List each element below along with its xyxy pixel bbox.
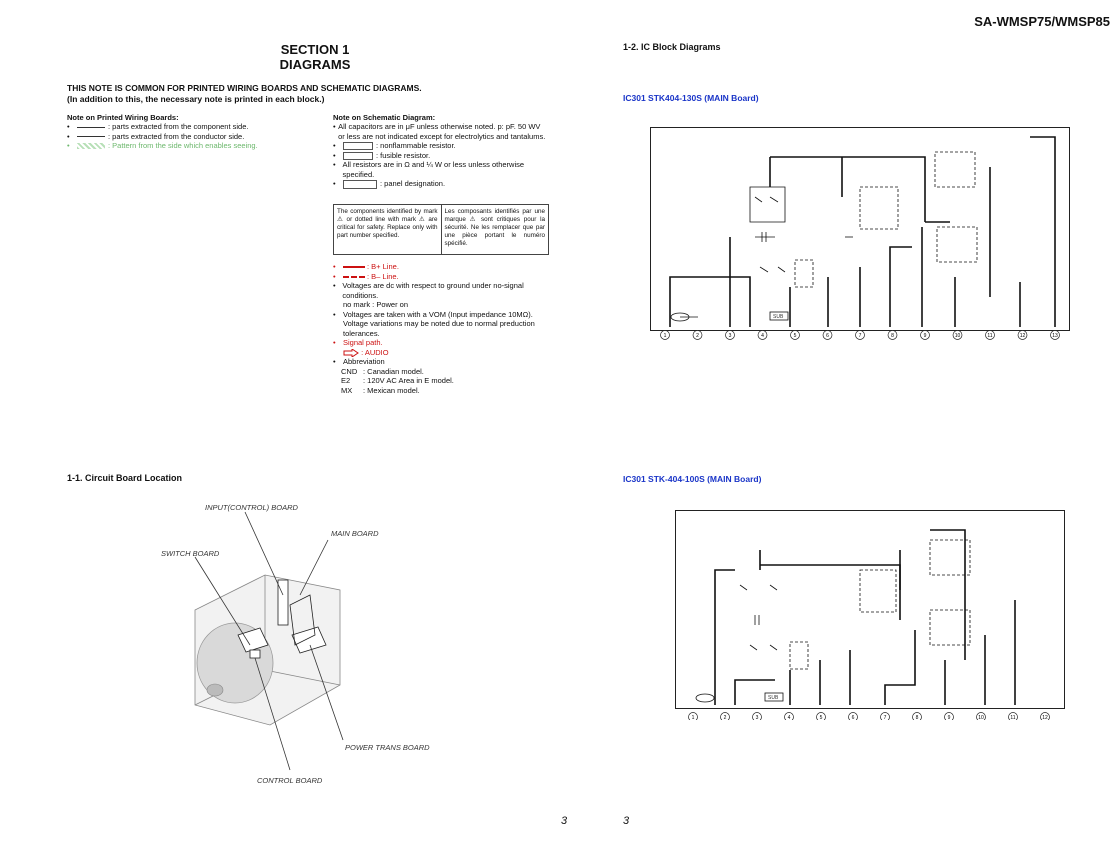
- note-vom-variation: Voltage variations may be noted due to normal preduction tolerances.: [343, 319, 535, 338]
- note-fusible: • : fusible resistor.: [333, 150, 431, 160]
- note-abbreviation: • Abbreviation: [333, 357, 385, 366]
- label-control-board: CONTROL BOARD: [257, 776, 323, 785]
- component-side-symbol-icon: [77, 127, 105, 128]
- section-name: DIAGRAMS: [279, 57, 351, 72]
- ic-pin-number: 8: [891, 333, 894, 339]
- abbrev-row: CND : Canadian model.: [341, 366, 424, 376]
- ic1-block-diagram: [650, 127, 1070, 342]
- fusible-resistor-icon: [343, 152, 373, 160]
- ic-pin-number: 5: [793, 333, 797, 339]
- ic-pin-number: 3: [728, 333, 732, 339]
- page-number-left: 3: [561, 815, 568, 827]
- note-b-minus: • : B– Line.: [333, 271, 399, 281]
- label-power-trans-board: POWER TRANS BOARD: [345, 743, 430, 752]
- ic-pin-number: 4: [787, 715, 791, 720]
- ic2-block-diagram: [675, 510, 1065, 720]
- ic-pin-number: 2: [723, 715, 727, 720]
- ic1-title: IC301 STK404-130S (MAIN Board): [623, 93, 759, 103]
- pwb-notes-title: Note on Printed Wiring Boards:: [67, 113, 179, 122]
- model-title: SA-WMSP75/WMSP85: [974, 14, 1110, 29]
- ic1-sub-label: SUB: [773, 314, 784, 320]
- schematic-notes-lower: [333, 262, 548, 395]
- pwb-note-pattern: • : Pattern from the side which enables seeing.: [67, 141, 258, 150]
- note-signal-path: • Signal path.: [333, 338, 383, 347]
- ic-pin-number: 9: [947, 715, 951, 720]
- ic-pin-number: 5: [819, 715, 823, 720]
- note-vom: • Voltages are taken with a VOM (Input impedance 10MΩ).: [333, 309, 533, 319]
- note-no-mark: no mark : Power on: [343, 300, 409, 309]
- ic-pin-number: 12: [1019, 333, 1026, 339]
- safety-notice-french: Les composants identifiés par une marque ⚠ sont critiques pour la sécurité. Ne les remplacer que par une pièce portant le numéro spécifié.: [441, 205, 549, 254]
- note-panel: • : panel designation.: [333, 179, 446, 188]
- note-resistors: • All resistors are in Ω and ¼ W or less unless otherwise specified.: [333, 160, 525, 179]
- label-switch-board: SWITCH BOARD: [161, 549, 220, 558]
- ic-pin-number: 13: [1052, 333, 1058, 339]
- pwb-note-component: • : parts extracted from the component side.: [67, 122, 249, 131]
- safety-notice-english: The components identified by mark ⚠ or dotted line with mark ⚠ are critical for safety. Replace only with part number specified.: [337, 208, 438, 239]
- ic-pin-number: 7: [883, 715, 887, 720]
- ic-pin-number: 10: [978, 715, 984, 720]
- pwb-notes: [67, 113, 317, 151]
- conductor-side-symbol-icon: [77, 136, 105, 137]
- ic-pin-number: 2: [696, 333, 699, 339]
- pattern-symbol-icon: [77, 143, 105, 149]
- panel-designation-icon: [343, 180, 377, 189]
- common-note-line1: THIS NOTE IS COMMON FOR PRINTED WIRING BOARDS AND SCHEMATIC DIAGRAMS.: [67, 83, 422, 93]
- ic-pin-number: 11: [1010, 715, 1016, 720]
- pwb-note-conductor: • : parts extracted from the conductor side.: [67, 131, 245, 141]
- note-voltages-dc: • Voltages are dc with respect to ground under no-signal conditions.: [333, 281, 524, 300]
- nonflammable-resistor-icon: [343, 142, 373, 150]
- ic-pin-number: 6: [851, 715, 855, 720]
- schematic-notes-title: Note on Schematic Diagram:: [333, 113, 436, 122]
- ic-pin-number: 4: [761, 333, 764, 339]
- ic-pin-number: 7: [858, 333, 862, 339]
- section-number: SECTION 1: [280, 42, 350, 57]
- page-number-right: 3: [623, 815, 630, 827]
- safety-notice-box: [333, 204, 549, 255]
- section-title: [250, 42, 380, 72]
- ic1-pin-row: [661, 331, 1060, 340]
- label-input-board: INPUT(CONTROL) BOARD: [205, 503, 298, 512]
- ic-pin-number: 1: [691, 715, 695, 720]
- label-main-board: MAIN BOARD: [331, 529, 379, 538]
- abbrev-row: E2 : 120V AC Area in E model.: [341, 376, 454, 385]
- ic-pin-number: 8: [915, 715, 919, 720]
- note-nonflammable: • : nonflammable resistor.: [333, 141, 456, 150]
- ic-pin-number: 12: [1042, 715, 1048, 720]
- ic-pin-number: 6: [826, 333, 829, 339]
- ic-pin-number: 10: [954, 333, 961, 339]
- ic-pin-number: 3: [755, 715, 759, 720]
- common-note-line2: (In addition to this, the necessary note is printed in each block.): [67, 94, 325, 104]
- ic2-sub-label: SUB: [768, 695, 779, 701]
- signal-arrow-icon: [343, 349, 359, 357]
- speaker-cabinet-illustration: [150, 495, 510, 795]
- ic2-pin-row: [689, 713, 1050, 721]
- b-minus-line-icon: [343, 276, 365, 278]
- abbrev-row: MX : Mexican model.: [341, 385, 420, 395]
- ic-pin-number: 9: [923, 333, 927, 339]
- ic-pin-number: 1: [663, 333, 667, 339]
- note-capacitors: • All capacitors are in μF unless otherwise noted. p: pF. 50 WV or less are not indicated except for electrolytics and tantalums.: [333, 122, 546, 141]
- board-location-title: 1-1. Circuit Board Location: [67, 473, 183, 483]
- ic2-title: IC301 STK-404-100S (MAIN Board): [623, 474, 762, 484]
- schematic-notes: [333, 113, 548, 189]
- note-audio: : AUDIO: [333, 348, 548, 358]
- b-plus-line-icon: [343, 266, 365, 268]
- ic-pin-number: 11: [987, 333, 993, 339]
- common-note: [67, 83, 422, 105]
- ic-block-title: 1-2. IC Block Diagrams: [623, 42, 721, 52]
- note-b-plus: • : B+ Line.: [333, 262, 399, 271]
